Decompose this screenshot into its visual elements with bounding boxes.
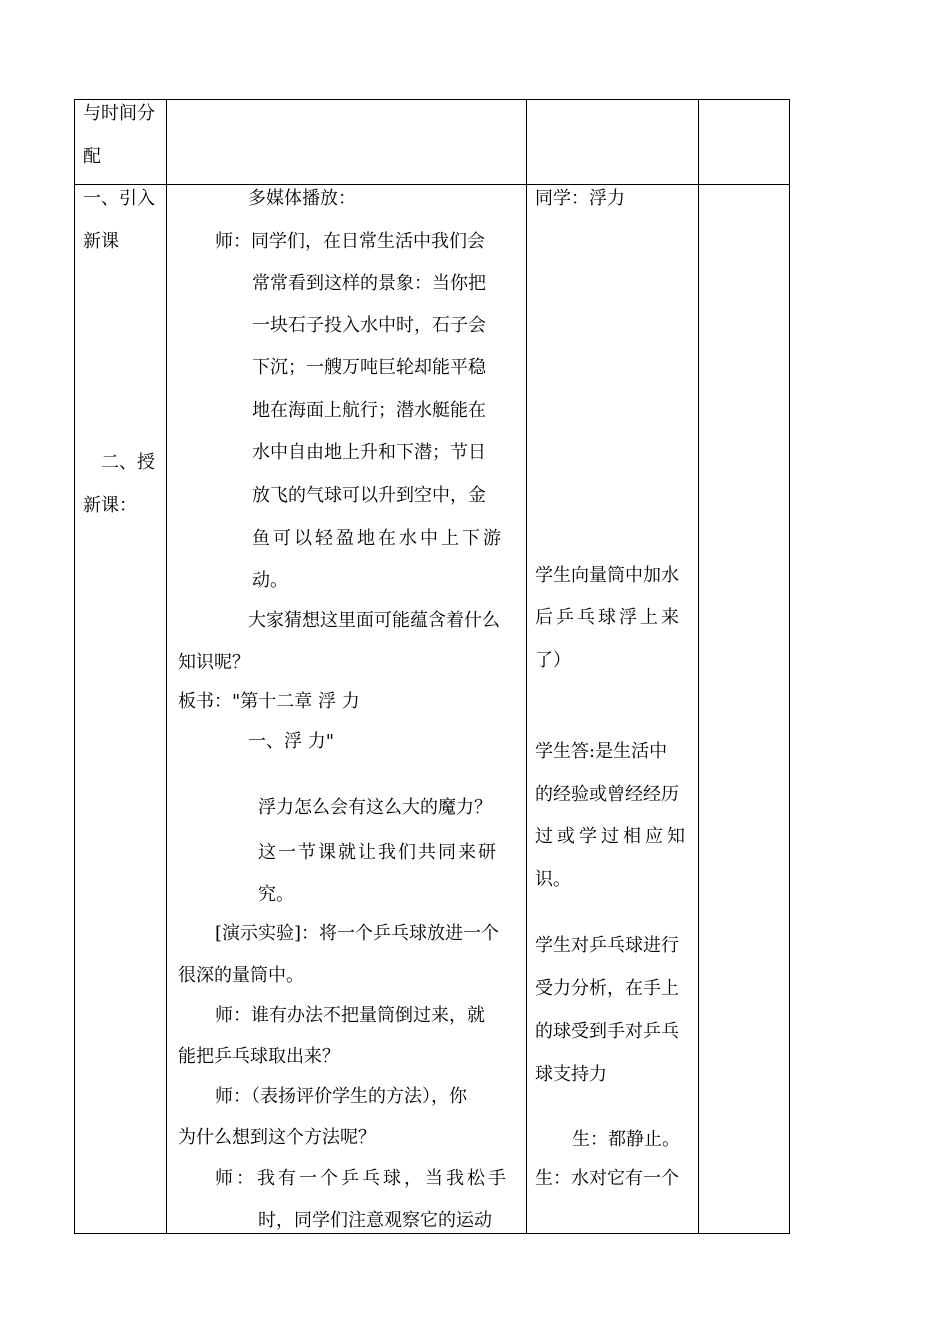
- col-divider: [74, 99, 75, 1234]
- student-text-line: 学生向量筒中加水: [535, 565, 679, 586]
- teacher-text-line: 下沉；一艘万吨巨轮却能平稳: [252, 357, 486, 378]
- student-text-line: 学生对乒乓球进行: [535, 935, 679, 956]
- demo-experiment-line: 很深的量筒中。: [178, 965, 304, 986]
- time-allocation-header-line: 与时间分: [83, 103, 155, 124]
- student-text-line: 学生答:是生活中: [535, 741, 668, 762]
- teacher-text-line: 常常看到这样的景象：当你把: [252, 273, 486, 294]
- student-text-line: 识。: [535, 869, 571, 890]
- col-divider: [698, 99, 699, 1234]
- teacher-text-line: 动。: [252, 570, 288, 591]
- teacher-text-line: 师：谁有办法不把量筒倒过来，就: [215, 1005, 485, 1026]
- teacher-text-line: 一块石子投入水中时，石子会: [252, 315, 486, 336]
- teacher-text-line: 师：我有一个乒乓球，当我松手: [215, 1168, 509, 1189]
- board-writing-line: 一、浮 力": [248, 731, 335, 752]
- col-divider: [789, 99, 790, 1234]
- teacher-text-line: 知识呢？: [178, 652, 250, 673]
- student-text-line: 生：都静止。: [572, 1129, 680, 1150]
- student-text-line: 的球受到手对乒乓: [535, 1021, 679, 1042]
- board-writing-line: 板书："第十二章 浮 力: [178, 691, 360, 712]
- stage-label: 二、授: [101, 452, 155, 473]
- time-allocation-header-line: 配: [83, 146, 101, 167]
- student-text-line: 球支持力: [535, 1064, 607, 1085]
- teacher-text-line: 大家猜想这里面可能蕴含着什么: [248, 610, 500, 631]
- teacher-text-line: 师：（表扬评价学生的方法），你: [215, 1086, 467, 1107]
- student-text-line: 受力分析，在手上: [535, 978, 679, 999]
- teacher-text-line: 为什么想到这个方法呢？: [178, 1127, 376, 1148]
- teacher-text-line: 放飞的气球可以升到空中，金: [252, 485, 486, 506]
- teacher-text-line: 多媒体播放：: [248, 188, 356, 209]
- teacher-text-line: 鱼可以轻盈地在水中上下游: [252, 528, 504, 549]
- stage-label: 新课：: [83, 495, 137, 516]
- teacher-text-line: 地在海面上航行；潜水艇能在: [252, 400, 486, 421]
- teacher-text-line: 能把乒乓球取出来？: [178, 1046, 340, 1067]
- demo-experiment-line: [演示实验]：将一个乒乓球放进一个: [215, 923, 500, 944]
- row-divider: [74, 184, 790, 185]
- teacher-text-line: 师：同学们，在日常生活中我们会: [215, 231, 485, 252]
- teacher-text-line: 时，同学们注意观察它的运动: [258, 1210, 492, 1231]
- teacher-text-line: 究。: [258, 884, 294, 905]
- student-text-line: 生：水对它有一个: [535, 1168, 679, 1189]
- table-border-top: [74, 99, 790, 100]
- col-divider: [526, 99, 527, 1234]
- teacher-text-line: 浮力怎么会有这么大的魔力？: [258, 797, 492, 818]
- student-text-line: 的经验或曾经经历: [535, 784, 679, 805]
- col-divider: [166, 99, 167, 1234]
- table-border-bottom: [74, 1233, 790, 1234]
- student-text-line: 过或学过相应知: [535, 826, 689, 847]
- teacher-text-line: 水中自由地上升和下潜；节日: [252, 442, 486, 463]
- student-text-line: 后乒乓球浮上来: [535, 607, 682, 628]
- teacher-text-line: 这一节课就让我们共同来研: [258, 842, 498, 863]
- stage-label: 新课: [83, 231, 119, 252]
- stage-label: 一、引入: [83, 188, 155, 209]
- student-text-line: 了）: [535, 650, 571, 671]
- student-text-line: 同学：浮力: [535, 188, 625, 209]
